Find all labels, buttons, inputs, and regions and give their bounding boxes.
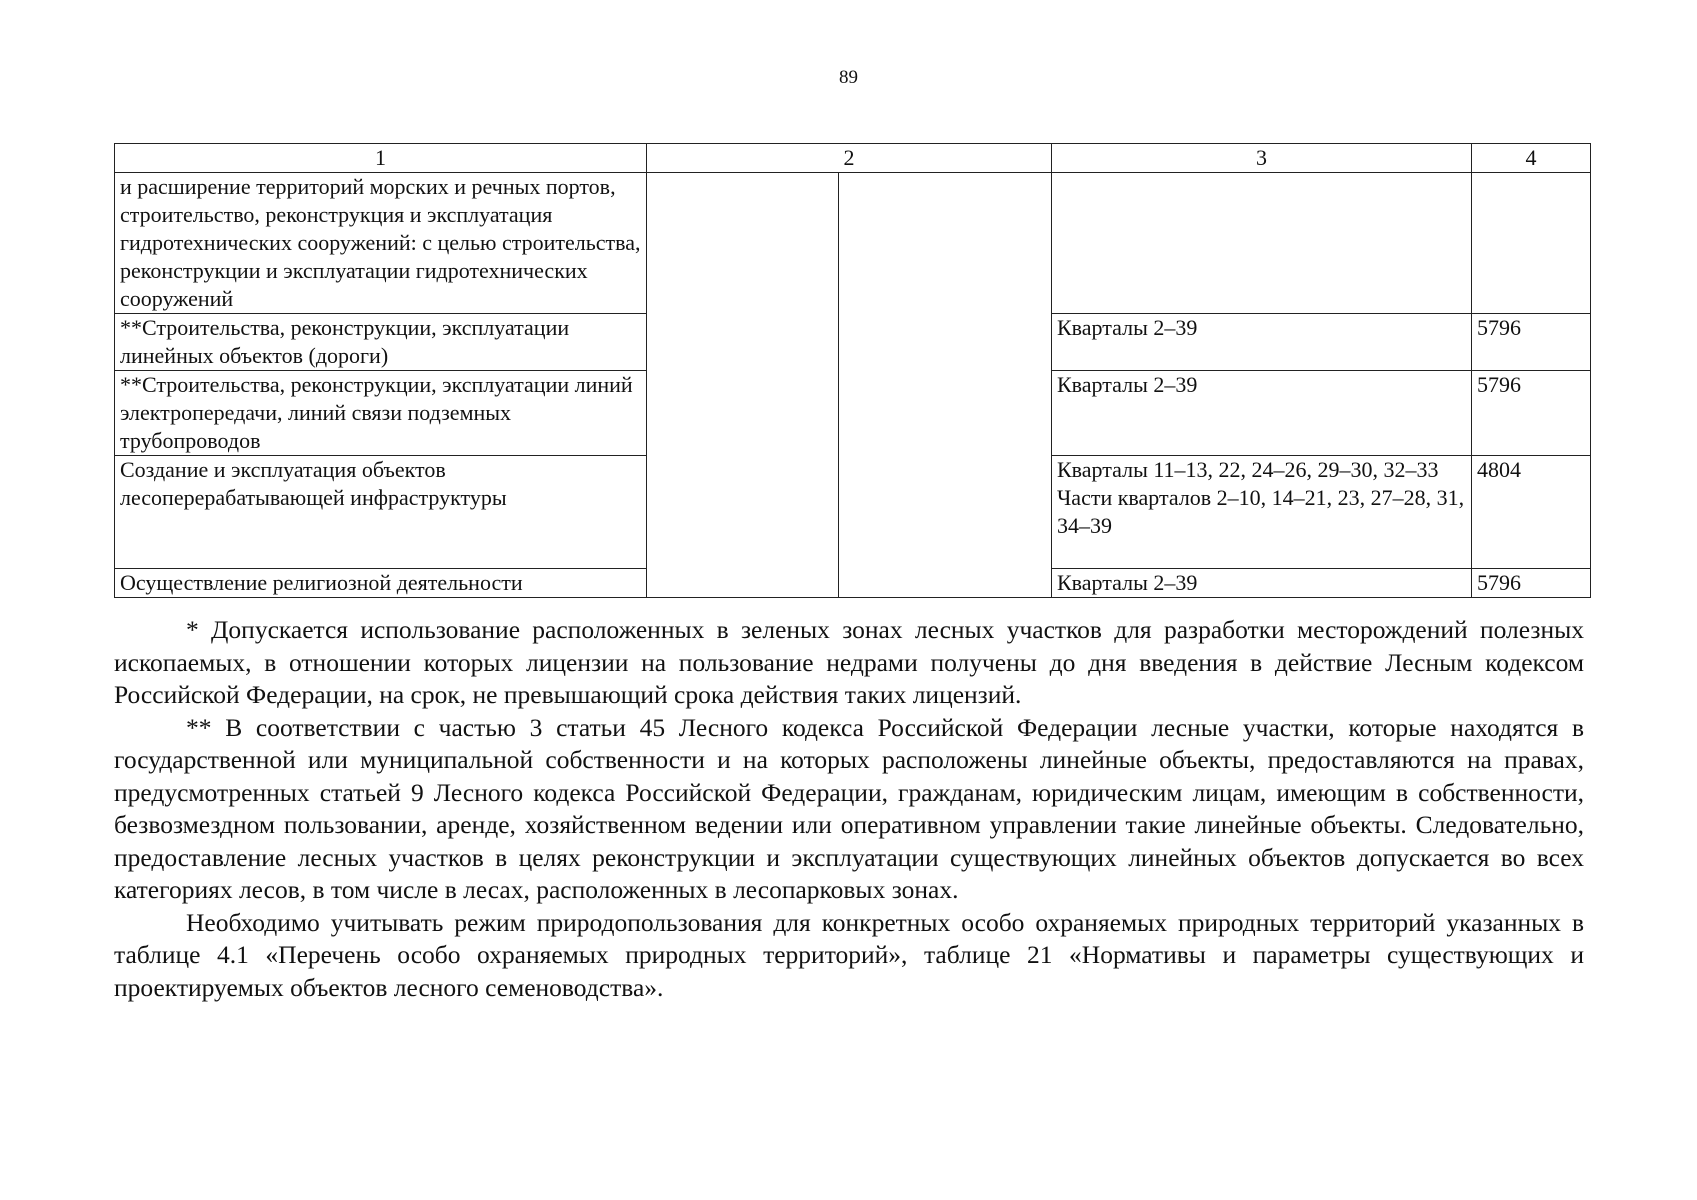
table-cell-col2a-empty [647, 173, 839, 598]
table-cell-area: 4804 [1472, 456, 1591, 569]
table-header-row [115, 144, 1591, 173]
table-cell-col2b-empty [839, 173, 1052, 598]
page-number: 89 [839, 67, 858, 88]
header-cell-3: 3 [1052, 144, 1472, 173]
table-cell-quarters: Кварталы 2–39 [1052, 569, 1472, 598]
table-cell-purpose: Создание и эксплуатация объектов лесоперерабатывающей инфраструктуры [115, 456, 647, 569]
table-row [115, 173, 1591, 314]
forest-use-table [114, 143, 1591, 598]
footnote-double-asterisk: ** В соответствии с частью 3 статьи 45 Лесного кодекса Российской Федерации лесные участки, которые находятся в государственной или муниципальной собственности и на которых расположены линейные объекты, предоставляются на правах, предусмотренных статьей 9 Лесного кодекса Российской Федерации, гражданам, юридическим лицам, имеющим в собственности, безвозмездном пользовании, аренде, хозяйственном ведении или оперативном управлении такие линейные объекты. Следовательно, предоставление лесных участков в целях реконструкции и эксплуатации существующих линейных объектов допускается во всех категориях лесов, в том числе в лесах, расположенных в лесопарковых зонах. [114, 712, 1584, 904]
table-cell-quarters [1052, 173, 1472, 314]
table-cell-purpose: и расширение территорий морских и речных портов, строительство, реконструкция и эксплуатация гидротехнических сооружений: с целью строительства, реконструкции и эксплуатации гидротехнических сооружений [115, 173, 647, 314]
table-cell-purpose: Осуществление религиозной деятельности [115, 569, 647, 598]
header-cell-1: 1 [115, 144, 647, 173]
header-cell-2: 2 [647, 144, 1052, 173]
table-cell-quarters [1052, 456, 1472, 569]
table-cell-area: 5796 [1472, 314, 1591, 371]
note-paragraph: Необходимо учитывать режим природопользования для конкретных особо охраняемых природных территорий указанных в таблице 4.1 «Перечень особо охраняемых природных территорий», таблице 21 «Нормативы и параметры существующих и проектируемых объектов лесного семеноводства». [114, 907, 1584, 1002]
table-cell-area: 5796 [1472, 569, 1591, 598]
quarters-line: Части кварталов 2–10, 14–21, 23, 27–28, 31, 34–39 [1057, 485, 1465, 538]
table-cell-quarters: Кварталы 2–39 [1052, 314, 1472, 371]
table-cell-quarters: Кварталы 2–39 [1052, 371, 1472, 456]
footnotes [114, 614, 1584, 1004]
table-cell-purpose: **Строительства, реконструкции, эксплуатации линий электропередачи, линий связи подземных трубопроводов [115, 371, 647, 456]
table-cell-area [1472, 173, 1591, 314]
table-cell-purpose: **Строительства, реконструкции, эксплуатации линейных объектов (дороги) [115, 314, 647, 371]
table-cell-area: 5796 [1472, 371, 1591, 456]
footnote-single-asterisk: * Допускается использование расположенных в зеленых зонах лесных участков для разработки месторождений полезных ископаемых, в отношении которых лицензии на пользование недрами получены до дня введения в действие Лесным кодексом Российской Федерации, на срок, не превышающий срока действия таких лицензий. [114, 615, 1584, 709]
quarters-line: Кварталы 11–13, 22, 24–26, 29–30, 32–33 [1057, 457, 1439, 482]
header-cell-4: 4 [1472, 144, 1591, 173]
